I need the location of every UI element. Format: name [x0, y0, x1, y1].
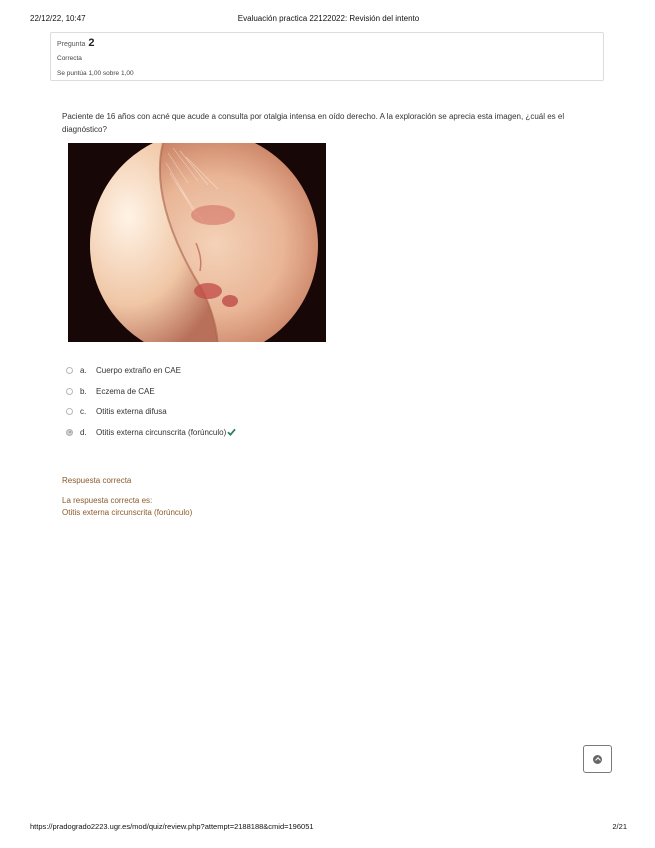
answer-option-b[interactable]	[66, 385, 366, 406]
question-label: Pregunta	[57, 41, 86, 48]
feedback-panel	[62, 475, 192, 519]
print-datetime: 22/12/22, 10:47	[30, 14, 86, 23]
correct-answer-intro: La respuesta correcta es:	[62, 496, 153, 505]
answer-letter: c.	[80, 407, 87, 416]
answer-text: Otitis externa difusa	[96, 407, 167, 416]
question-text: Paciente de 16 años con acné que acude a consulta por otalgia intensa en oído derecho. A la exploración se aprecia esta imagen, ¿cuál es el diagnóstico?	[62, 112, 565, 134]
question-number: 2	[88, 37, 95, 49]
scroll-to-top-button[interactable]	[583, 745, 612, 773]
print-footer	[30, 822, 627, 834]
answer-text-container	[96, 428, 236, 437]
otoscopy-image	[68, 143, 326, 342]
print-url: https://pradogrado2223.ugr.es/mod/quiz/review.php?attempt=2188188&cmid=196051	[30, 822, 314, 831]
answer-option-d[interactable]	[66, 426, 366, 447]
answer-text: Otitis externa circunscrita (forúnculo)	[96, 427, 227, 437]
answer-option-c[interactable]	[66, 405, 366, 426]
question-number-label	[57, 37, 95, 49]
print-title: Evaluación practica 22122022: Revisión del intento	[237, 14, 420, 23]
answer-letter: b.	[80, 386, 87, 396]
print-header	[30, 14, 627, 26]
print-page-number: 2/21	[612, 822, 627, 831]
radio-button[interactable]	[66, 408, 73, 415]
feedback-result: Respuesta correcta	[62, 476, 132, 485]
answer-text: Eczema de CAE	[96, 386, 155, 396]
answer-options	[66, 364, 366, 446]
answer-text: Cuerpo extraño en CAE	[96, 366, 181, 375]
question-grade: Se puntúa 1,00 sobre 1,00	[57, 70, 134, 77]
answer-option-a[interactable]	[66, 364, 366, 385]
question-info-box	[50, 32, 604, 81]
radio-button[interactable]	[66, 367, 73, 374]
check-icon	[227, 428, 236, 436]
correct-answer-text: Otitis externa circunscrita (forúnculo)	[62, 508, 193, 517]
radio-button-selected[interactable]	[66, 429, 73, 436]
question-state: Correcta	[57, 55, 82, 62]
arrow-up-circle-icon	[593, 755, 602, 764]
radio-button[interactable]	[66, 388, 73, 395]
answer-letter: d.	[80, 427, 87, 437]
answer-letter: a.	[80, 366, 87, 375]
otoscopy-image-graphic	[68, 143, 326, 342]
